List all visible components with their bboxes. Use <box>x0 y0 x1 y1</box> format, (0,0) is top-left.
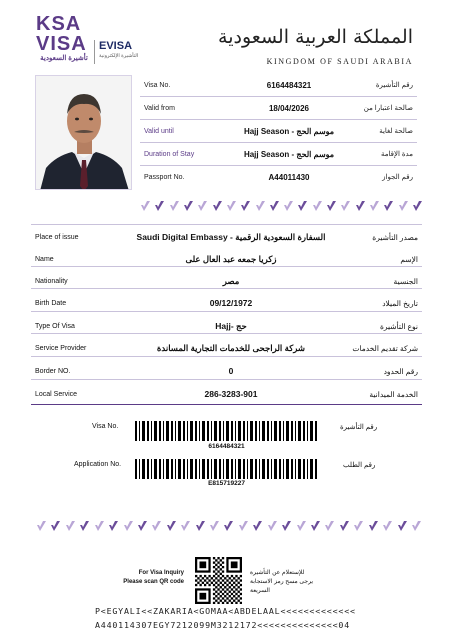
inquiry-english-line1: For Visa Inquiry <box>138 570 184 576</box>
table-divider <box>31 224 422 225</box>
check-mark-icon <box>382 520 393 532</box>
name-label: Name <box>35 256 54 263</box>
check-mark-icon <box>197 200 208 212</box>
check-mark-icon <box>340 200 351 212</box>
check-mark-icon <box>269 200 280 212</box>
check-mark-icon <box>65 520 76 532</box>
table-divider <box>31 288 422 289</box>
place-of-issue-label-ar: مصدر التأشيرة <box>372 233 418 242</box>
check-mark-icon <box>324 520 335 532</box>
check-mark-icon <box>296 520 307 532</box>
visa-type-label: Type Of Visa <box>35 323 75 330</box>
border-number-label-ar: رقم الحدود <box>383 367 418 376</box>
nationality-label-ar: الجنسية <box>393 277 418 286</box>
service-provider-value: شركة الراجحى للخدمات التجارية المساندة <box>156 343 306 353</box>
check-mark-icon <box>238 520 249 532</box>
visa-barcode-label-ar: رقم التأشيرة <box>340 424 378 431</box>
local-service-value: 286-3283-901 <box>204 389 258 399</box>
border-number-label: Border NO. <box>35 368 71 375</box>
place-of-issue-row <box>31 227 422 249</box>
name-value: زكريا جمعه عبد العال على <box>185 254 277 264</box>
visa-type-row <box>31 316 422 338</box>
duration-label: Duration of Stay <box>144 151 195 158</box>
nationality-value: مصر <box>222 276 240 286</box>
check-mark-icon <box>151 520 162 532</box>
check-mark-icon <box>368 520 379 532</box>
passport-number-label-ar: رقم الجواز <box>382 174 413 181</box>
check-mark-icon <box>79 520 90 532</box>
valid-from-row <box>140 98 417 120</box>
visa-number-row <box>140 75 417 97</box>
check-mark-icon <box>252 520 263 532</box>
check-mark-icon <box>108 520 119 532</box>
visa-number-label: Visa No. <box>144 82 171 89</box>
birth-date-label: Birth Date <box>35 300 67 307</box>
place-of-issue-value: Saudi Digital Embassy - السفارة السعودية الرقمية <box>136 232 326 242</box>
ksa-logo-line1: KSA <box>36 13 82 35</box>
check-mark-icon <box>267 520 278 532</box>
inquiry-english-line2: Please scan QR code <box>123 579 184 585</box>
local-service-label-ar: الخدمة الميدانية <box>369 390 418 399</box>
check-mark-icon <box>94 520 105 532</box>
check-mark-icon <box>353 520 364 532</box>
table-divider <box>31 379 422 380</box>
local-service-row <box>31 384 422 406</box>
ksa-logo-arabic: تأشيرة السعودية <box>40 55 88 62</box>
local-service-label: Local Service <box>35 391 78 398</box>
check-mark-icon <box>281 520 292 532</box>
check-mark-icon <box>369 200 380 212</box>
name-row <box>31 249 422 271</box>
service-provider-label-ar: شركة تقديم الخدمات <box>352 344 418 353</box>
evisa-logo-text: EVISA <box>99 40 133 52</box>
duration-row <box>140 144 417 166</box>
application-barcode-label: Application No. <box>74 461 122 468</box>
check-mark-icon <box>383 200 394 212</box>
holder-photo <box>35 75 132 190</box>
check-mark-icon <box>123 520 134 532</box>
visa-barcode-number: 6164484321 <box>208 443 245 450</box>
application-barcode-number: E815719227 <box>208 480 245 487</box>
check-mark-icon <box>355 200 366 212</box>
passport-number-row <box>140 167 417 189</box>
check-mark-icon <box>226 200 237 212</box>
kingdom-title-arabic: المملكة العربية السعودية <box>218 26 413 48</box>
check-mark-icon <box>137 520 148 532</box>
check-mark-strip-bottom <box>36 520 422 534</box>
check-mark-icon <box>412 200 423 212</box>
valid-until-label: Valid until <box>144 128 174 135</box>
check-mark-icon <box>312 200 323 212</box>
visa-number-value: 6164484321 <box>266 81 312 90</box>
mrz-line-2: A440114307EGY7212099M3212172<<<<<<<<<<<<<<04 <box>95 620 350 630</box>
check-mark-icon <box>297 200 308 212</box>
check-mark-icon <box>283 200 294 212</box>
check-mark-icon <box>411 520 422 532</box>
check-mark-icon <box>255 200 266 212</box>
check-mark-icon <box>339 520 350 532</box>
passport-number-value: A44011430 <box>268 173 310 182</box>
visa-details-table <box>140 75 417 190</box>
birth-date-value: 09/12/1972 <box>209 298 253 308</box>
table-divider <box>31 311 422 312</box>
visa-number-label-ar: رقم التأشيرة <box>375 82 413 89</box>
nationality-label: Nationality <box>35 278 68 285</box>
kingdom-title-english: KINGDOM OF SAUDI ARABIA <box>266 57 413 66</box>
inquiry-arabic-line1: للإستعلام عن التأشيرة <box>250 570 305 576</box>
visa-type-value: Hajj- حج <box>215 321 247 331</box>
border-number-value: 0 <box>228 366 234 376</box>
valid-until-label-ar: صالحة لغاية <box>379 128 413 135</box>
check-mark-strip-top <box>140 200 423 214</box>
ksa-logo-line2: VISA <box>36 33 87 55</box>
evisa-logo-arabic: التأشيرة الإلكترونية <box>99 53 139 59</box>
mrz-line-1: P<EGYALI<<ZAKARIA<GOMAA<ABDELAAL<<<<<<<<<<<<< <box>95 606 356 616</box>
check-mark-icon <box>140 200 151 212</box>
passport-number-label: Passport No. <box>144 174 185 181</box>
check-mark-icon <box>36 520 47 532</box>
inquiry-arabic <box>250 569 330 596</box>
check-mark-icon <box>398 200 409 212</box>
table-divider <box>31 333 422 334</box>
check-mark-icon <box>50 520 61 532</box>
duration-label-ar: مدة الإقامة <box>381 151 413 158</box>
valid-until-row <box>140 121 417 143</box>
service-provider-label: Service Provider <box>35 345 87 352</box>
inquiry-english <box>120 569 184 587</box>
table-bottom-line <box>31 404 422 405</box>
valid-from-label: Valid from <box>144 105 175 112</box>
check-mark-icon <box>212 200 223 212</box>
check-mark-icon <box>397 520 408 532</box>
ksa-visa-logo <box>36 14 92 62</box>
birth-date-label-ar: تاريخ الميلاد <box>382 299 418 308</box>
logo-divider <box>94 40 95 64</box>
place-of-issue-label: Place of issue <box>35 234 79 241</box>
check-mark-icon <box>310 520 321 532</box>
check-mark-icon <box>169 200 180 212</box>
duration-value: Hajj Season - موسم الحج <box>243 150 335 159</box>
check-mark-icon <box>166 520 177 532</box>
table-divider <box>31 356 422 357</box>
inquiry-arabic-line2: يرجى مسح رمز الاستجابة السريعة <box>250 579 314 594</box>
table-divider <box>31 266 422 267</box>
visa-barcode-label: Visa No. <box>92 423 119 430</box>
valid-from-value: 18/04/2026 <box>268 104 310 113</box>
check-mark-icon <box>154 200 165 212</box>
check-mark-icon <box>195 520 206 532</box>
check-mark-icon <box>223 520 234 532</box>
check-mark-icon <box>183 200 194 212</box>
check-mark-icon <box>326 200 337 212</box>
check-mark-icon <box>180 520 191 532</box>
check-mark-icon <box>209 520 220 532</box>
valid-from-label-ar: صالحة اعتبارا من <box>363 105 413 112</box>
name-label-ar: الإسم <box>400 255 418 264</box>
visa-type-label-ar: نوع التأشيرة <box>379 322 418 331</box>
evisa-logo <box>99 41 138 59</box>
check-mark-icon <box>240 200 251 212</box>
application-barcode-label-ar: رقم الطلب <box>343 462 376 469</box>
qr-code[interactable] <box>195 557 242 604</box>
valid-until-value: Hajj Season - موسم الحج <box>243 127 335 136</box>
nationality-row <box>31 271 422 293</box>
